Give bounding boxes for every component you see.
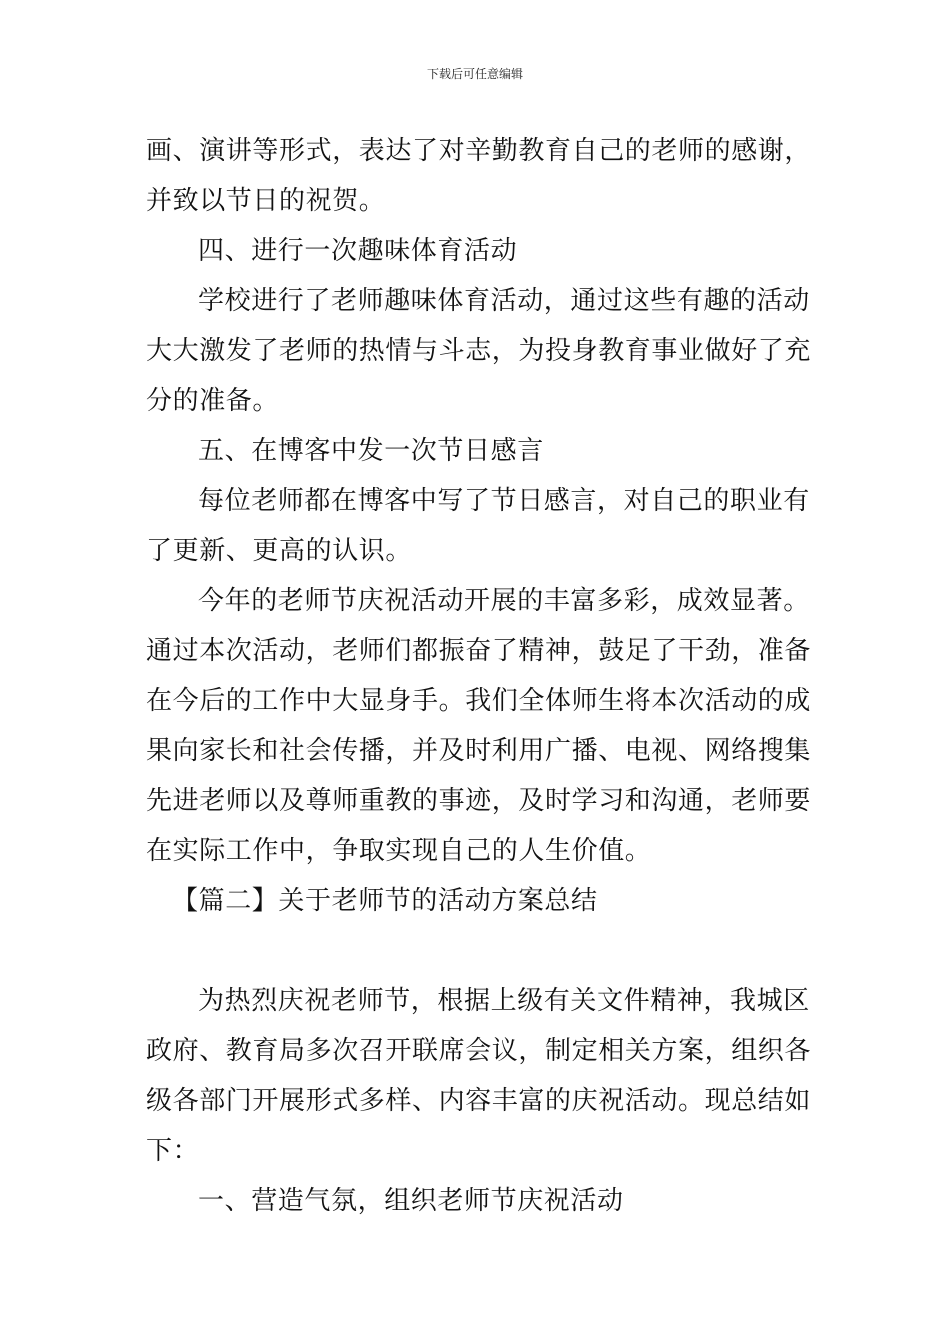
document-body [146, 126, 810, 1226]
text-line: 并致以节日的祝贺。 [146, 186, 386, 216]
text-line: 下： [146, 1136, 200, 1166]
text-line: 在今后的工作中大显身手。我们全体师生将本次活动的成 [146, 686, 812, 716]
text-line: 学校进行了老师趣味体育活动，通过这些有趣的活动 [198, 286, 810, 316]
text-line: 在实际工作中，争取实现自己的人生价值。 [146, 836, 652, 866]
text-line: 大大激发了老师的热情与斗志，为投身教育事业做好了充 [146, 336, 812, 366]
section-heading: 一、营造气氛，组织老师节庆祝活动 [198, 1186, 624, 1216]
blank-line [146, 926, 810, 976]
text-line: 了更新、更高的认识。 [146, 536, 413, 566]
text-line: 政府、教育局多次召开联席会议，制定相关方案，组织各 [146, 1036, 812, 1066]
text-line: 先进老师以及尊师重教的事迹，及时学习和沟通，老师要 [146, 786, 812, 816]
page-header: 下载后可任意编辑 [426, 67, 523, 81]
text-line: 果向家长和社会传播，并及时利用广播、电视、网络搜集 [146, 736, 812, 766]
text-line: 通过本次活动，老师们都振奋了精神，鼓足了干劲，准备 [146, 636, 812, 666]
text-line: 级各部门开展形式多样、内容丰富的庆祝活动。现总结如 [146, 1086, 812, 1116]
section-heading: 四、进行一次趣味体育活动 [198, 236, 518, 266]
text-line: 为热烈庆祝老师节，根据上级有关文件精神，我城区 [198, 986, 810, 1016]
article-title: 【篇二】关于老师节的活动方案总结 [172, 886, 598, 916]
text-line: 每位老师都在博客中写了节日感言，对自己的职业有 [198, 486, 810, 516]
text-line: 画、演讲等形式，表达了对辛勤教育自己的老师的感谢， [146, 136, 812, 166]
section-heading: 五、在博客中发一次节日感言 [198, 436, 544, 466]
text-line: 分的准备。 [146, 386, 280, 416]
text-line: 今年的老师节庆祝活动开展的丰富多彩，成效显著。 [198, 586, 810, 616]
